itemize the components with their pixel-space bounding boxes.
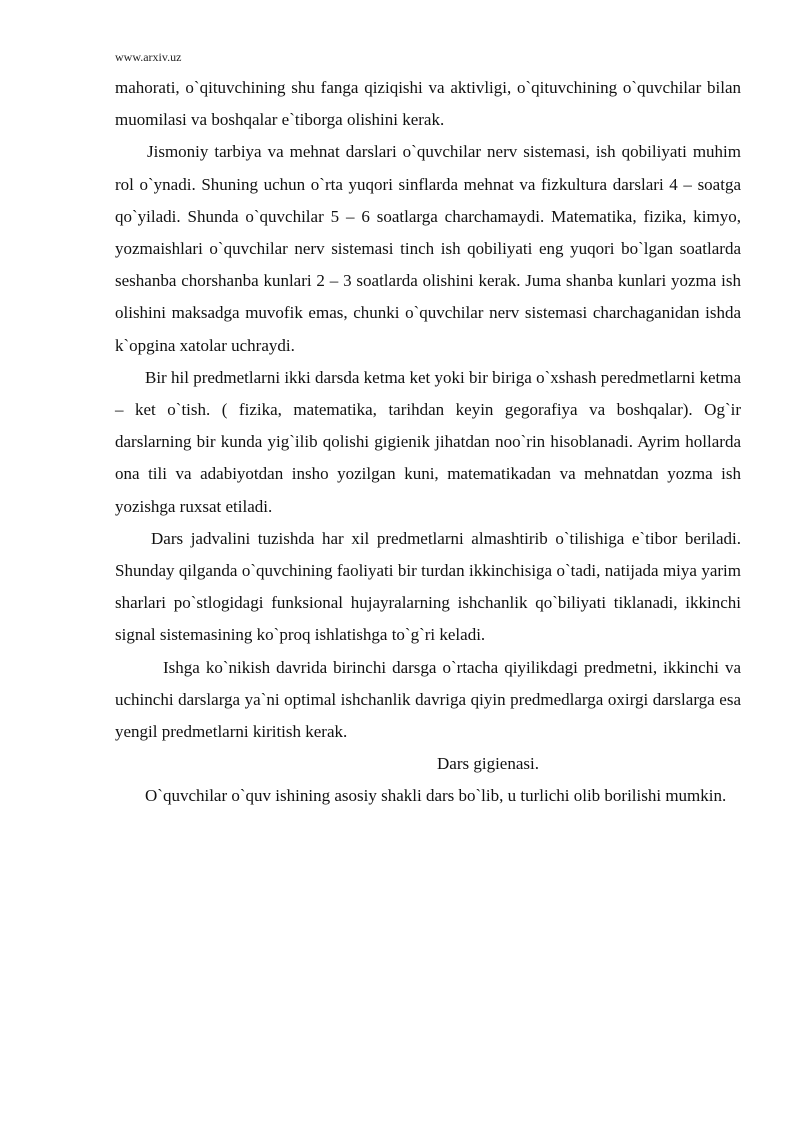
paragraph-4: Dars jadvalini tuzishda har xil predmetlarni almashtirib o`tilishiga e`tibor beriladi. Shunday qilganda o`quvchining faoliyati bir turdan ikkinchisiga o`tadi, natijada miya yarim sharlari po`stlogidagi funksional hujayralarning ishchanlik qo`biliyati tiklanadi, ikkinchi signal sistemasining ko`proq ishlatishga to`g`ri keladi. [115, 528, 741, 645]
paragraph-3: Bir hil predmetlarni ikki darsda ketma ket yoki bir biriga o`xshash peredmetlarni ketma – ket o`tish. ( fizika, matematika, tarihdan keyin gegorafiya va boshqalar). Og`ir darslarning bir kunda yig`ilib qolishi gigienik jihatdan noo`rin hisoblanadi. Ayrim hollarda ona tili va adabiyotdan insho yozilgan kuni, matematikadan va mehnatdan yozma ish yozishga ruxsat etiladi. [115, 367, 741, 516]
section-heading: Dars gigienasi. [437, 754, 539, 774]
paragraph-5: Ishga ko`nikish davrida birinchi darsga o`rtacha qiyilikdagi predmetni, ikkinchi va uchinchi darslarga ya`ni optimal ishchanlik davriga qiyin predmedlarga oxirgi darslarga esa yengil predmetlarni kiritish kerak. [115, 657, 741, 742]
paragraph-2: Jismoniy tarbiya va mehnat darslari o`quvchilar nerv sistemasi, ish qobiliyati muhim rol o`ynadi. Shuning uchun o`rta yuqori sinflarda mehnat va fizkultura darslari 4 – soatga qo`yiladi. Shunda o`quvchilar 5 – 6 soatlarga charchamaydi. Matematika, fizika, kimyo, yozmaishlari o`quvchilar nerv sistemasi tinch ish qobiliyati eng yuqori bo`lgan soatlarda seshanba chorshanba kunlari 2 – 3 soatlarda olishini kerak. Juma shanba kunlari yozma ish olishini maksadga muvofik emas, chunki o`quvchilar nerv sistemasi charchaganidan ishda k`opgina xatolar uchraydi. [115, 142, 741, 355]
document-body [115, 72, 741, 813]
site-header[interactable]: www.arxiv.uz [115, 50, 182, 64]
paragraph-1: mahorati, o`qituvchining shu fanga qiziqishi va aktivligi, o`qituvchining o`quvchilar bilan muomilasi va boshqalar e`tiborga olishini kerak. [115, 78, 741, 130]
paragraph-6: O`quvchilar o`quv ishining asosiy shakli dars bo`lib, u turlichi olib borilishi mumkin. [145, 786, 727, 806]
